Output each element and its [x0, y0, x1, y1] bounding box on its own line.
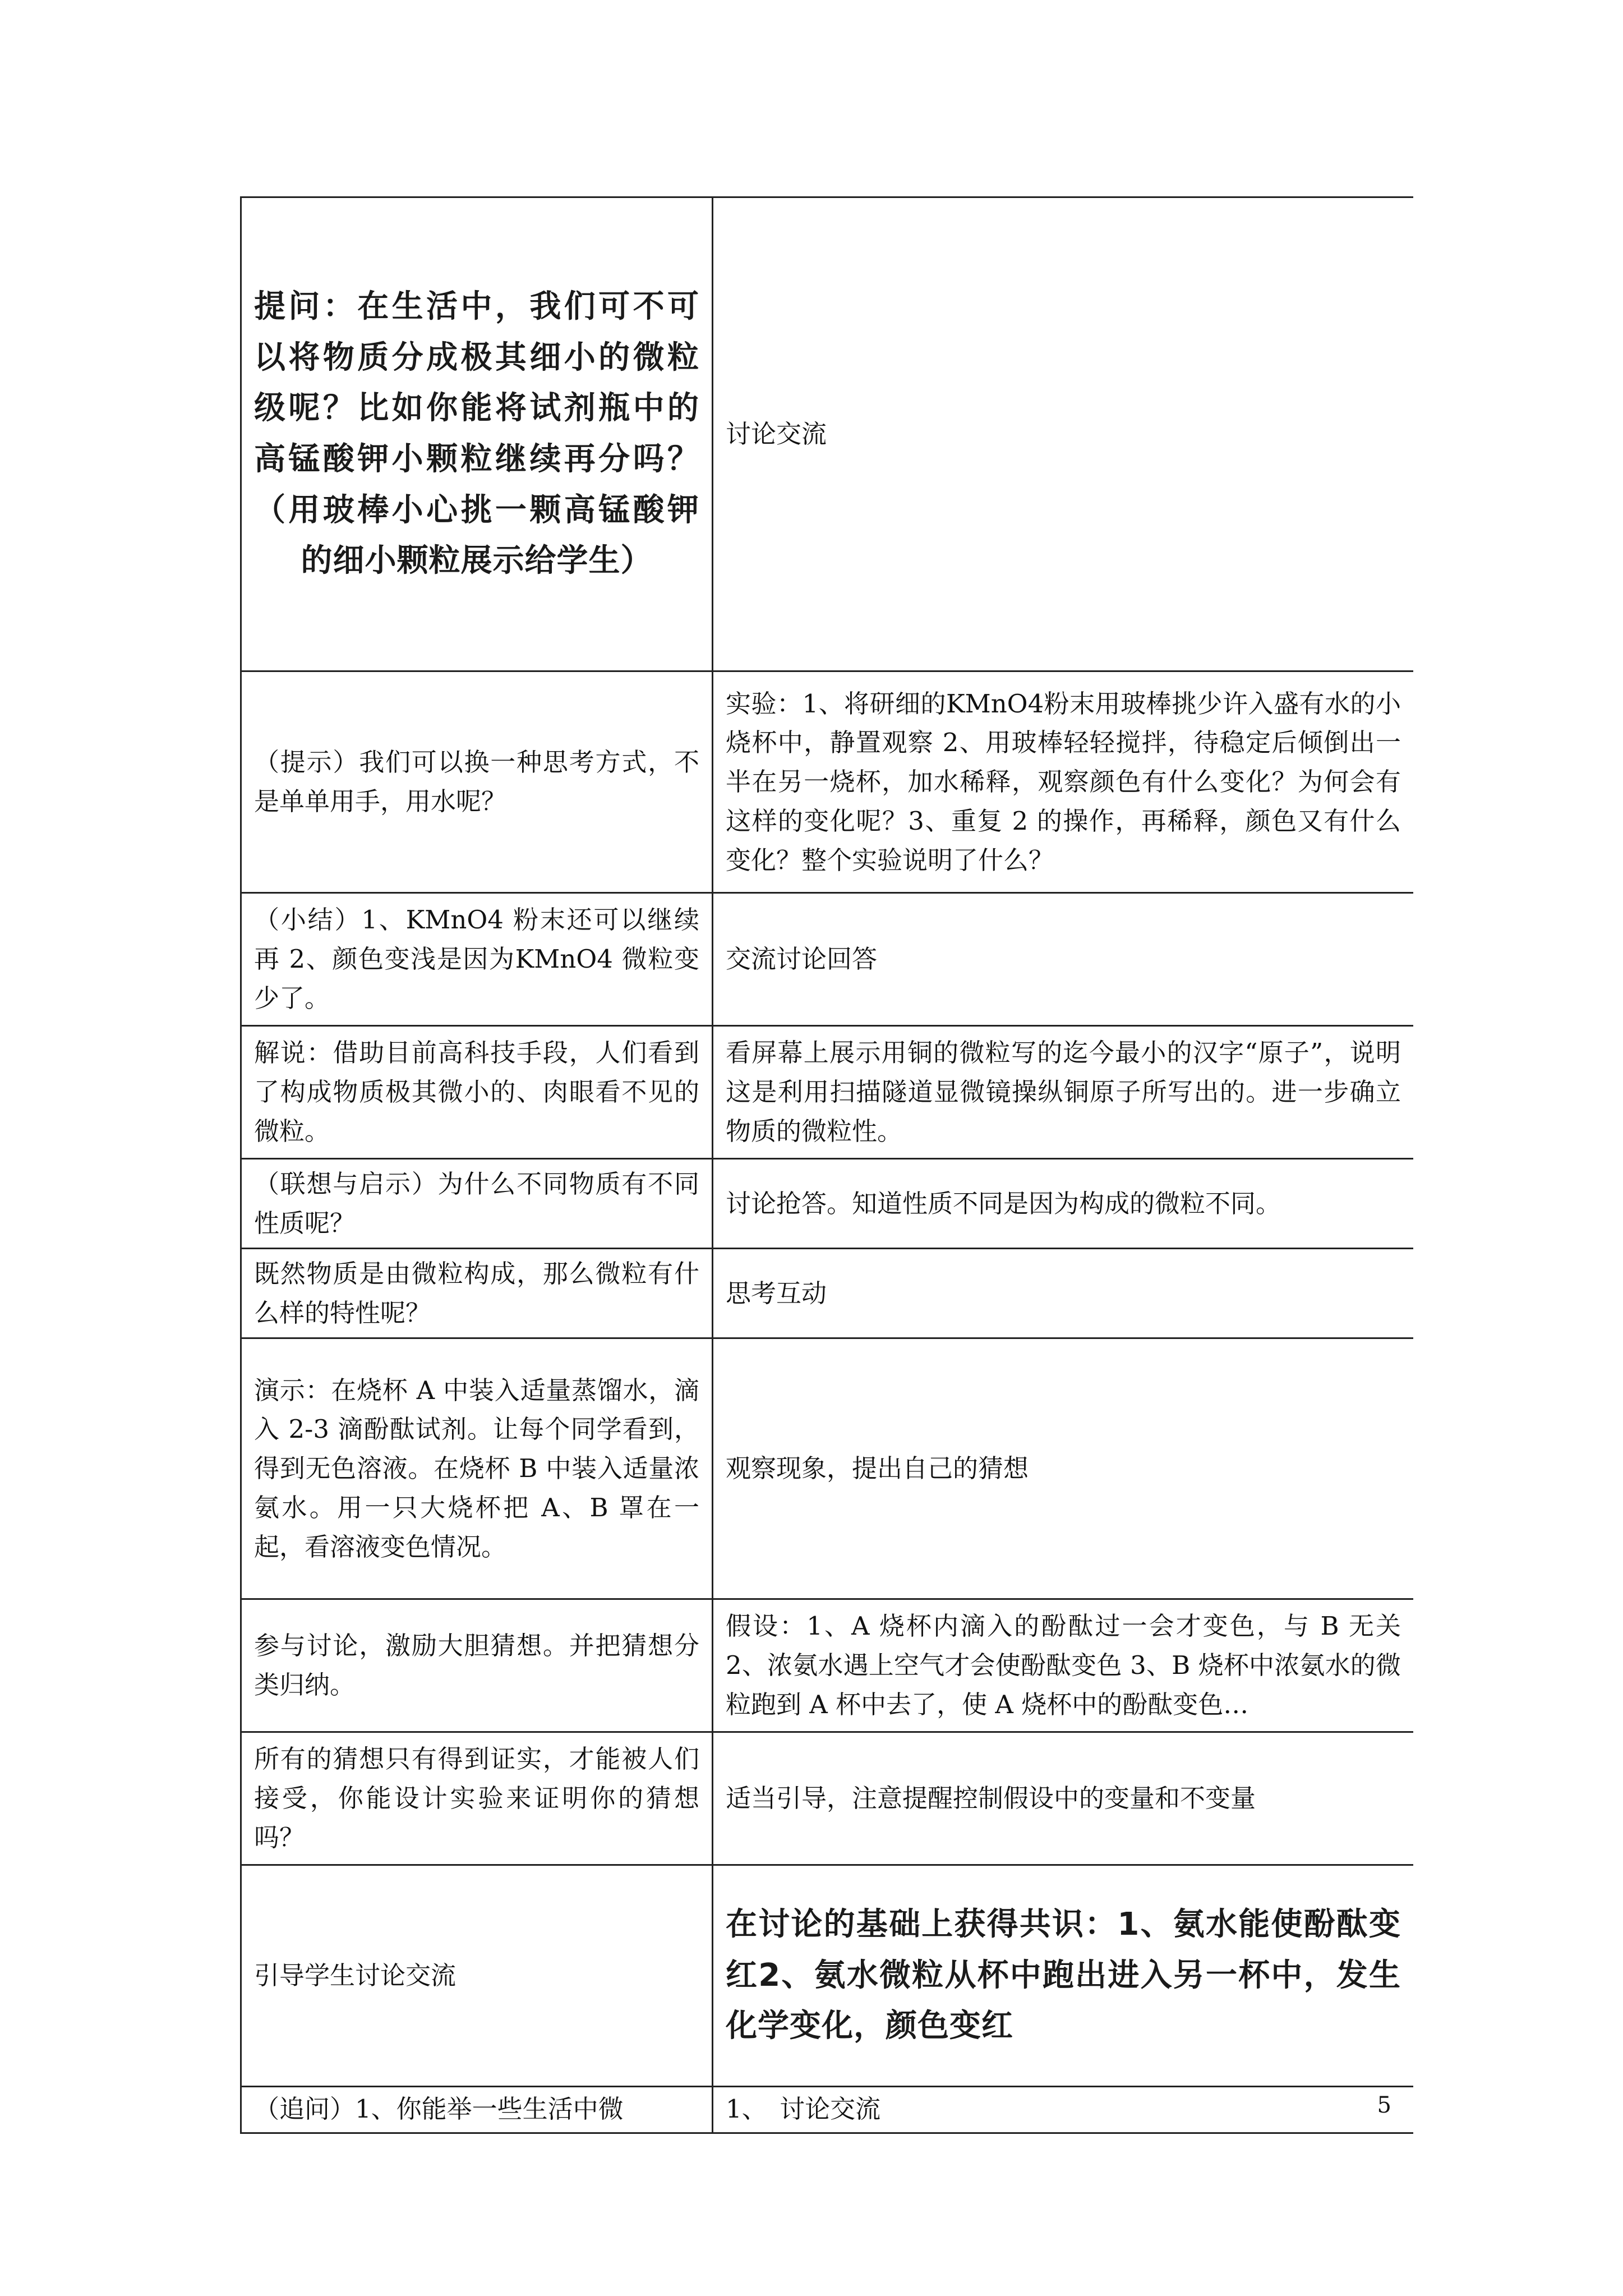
lesson-table	[240, 196, 1413, 2134]
teacher-cell: 引导学生讨论交流	[241, 1865, 713, 2087]
table-row	[241, 1338, 1414, 1599]
teacher-cell: 解说：借助目前高科技手段，人们看到了构成物质极其微小的、肉眼看不见的微粒。	[241, 1026, 713, 1159]
student-cell: 观察现象，提出自己的猜想	[713, 1338, 1414, 1599]
teacher-cell: （小结）1、KMnO4 粉末还可以继续再 2、颜色变浅是因为KMnO4 微粒变少了。	[241, 893, 713, 1026]
student-cell: 1、 讨论交流	[713, 2087, 1414, 2133]
teacher-cell: 演示：在烧杯 A 中装入适量蒸馏水，滴入 2-3 滴酚酞试剂。让每个同学看到，得到无色溶液。在烧杯 B 中装入适量浓氨水。用一只大烧杯把 A、B 罩在一起，看溶液变色情况。	[241, 1338, 713, 1599]
student-cell: 适当引导，注意提醒控制假设中的变量和不变量	[713, 1732, 1414, 1865]
table-row	[241, 1599, 1414, 1732]
table-row	[241, 893, 1414, 1026]
scanned-consensus-text: 在讨论的基础上获得共识：1、氨水能使酚酞变红2、氨水微粒从杯中跑出进入另一杯中，发生化学变化，颜色变红	[726, 1906, 1401, 2045]
teacher-cell	[241, 197, 713, 671]
teacher-cell: （提示）我们可以换一种思考方式，不是单单用手，用水呢？	[241, 671, 713, 893]
table-row	[241, 1732, 1414, 1865]
student-cell: 实验：1、将研细的KMnO4粉末用玻棒挑少许入盛有水的小烧杯中，静置观察 2、用玻棒轻轻搅拌，待稳定后倾倒出一半在另一烧杯，加水稀释，观察颜色有什么变化？为何会有这样的变化呢？3、重复 2 的操作，再稀释，颜色又有什么变化？整个实验说明了什么？	[713, 671, 1414, 893]
table-row	[241, 1159, 1414, 1249]
student-cell: 讨论抢答。知道性质不同是因为构成的微粒不同。	[713, 1159, 1414, 1249]
student-cell: 看屏幕上展示用铜的微粒写的迄今最小的汉字“原子”，说明这是利用扫描隧道显微镜操纵铜原子所写出的。进一步确立物质的微粒性。	[713, 1026, 1414, 1159]
table-row	[241, 1249, 1414, 1338]
student-cell	[713, 1865, 1414, 2087]
teacher-cell: 参与讨论，激励大胆猜想。并把猜想分类归纳。	[241, 1599, 713, 1732]
scanned-question-text: 提问：在生活中，我们可不可以将物质分成极其细小的微粒级呢？比如你能将试剂瓶中的高锰酸钾小颗粒继续再分吗？（用玻棒小心挑一颗高锰酸钾的细小颗粒展示给学生）	[254, 288, 699, 579]
page-number: 5	[1377, 2092, 1391, 2118]
student-cell: 思考互动	[713, 1249, 1414, 1338]
table-row	[241, 1026, 1414, 1159]
teacher-cell: （联想与启示）为什么不同物质有不同性质呢？	[241, 1159, 713, 1249]
student-cell: 假设：1、A 烧杯内滴入的酚酞过一会才变色，与 B 无关 2、浓氨水遇上空气才会使酚酞变色 3、B 烧杯中浓氨水的微粒跑到 A 杯中去了，使 A 烧杯中的酚酞变色…	[713, 1599, 1414, 1732]
table-row	[241, 2087, 1414, 2133]
teacher-cell: （追问）1、你能举一些生活中微	[241, 2087, 713, 2133]
table-row	[241, 671, 1414, 893]
student-cell: 讨论交流	[713, 197, 1414, 671]
table-row	[241, 197, 1414, 671]
teacher-cell: 所有的猜想只有得到证实，才能被人们接受，你能设计实验来证明你的猜想吗？	[241, 1732, 713, 1865]
student-cell: 交流讨论回答	[713, 893, 1414, 1026]
teacher-cell: 既然物质是由微粒构成，那么微粒有什么样的特性呢？	[241, 1249, 713, 1338]
table-row	[241, 1865, 1414, 2087]
